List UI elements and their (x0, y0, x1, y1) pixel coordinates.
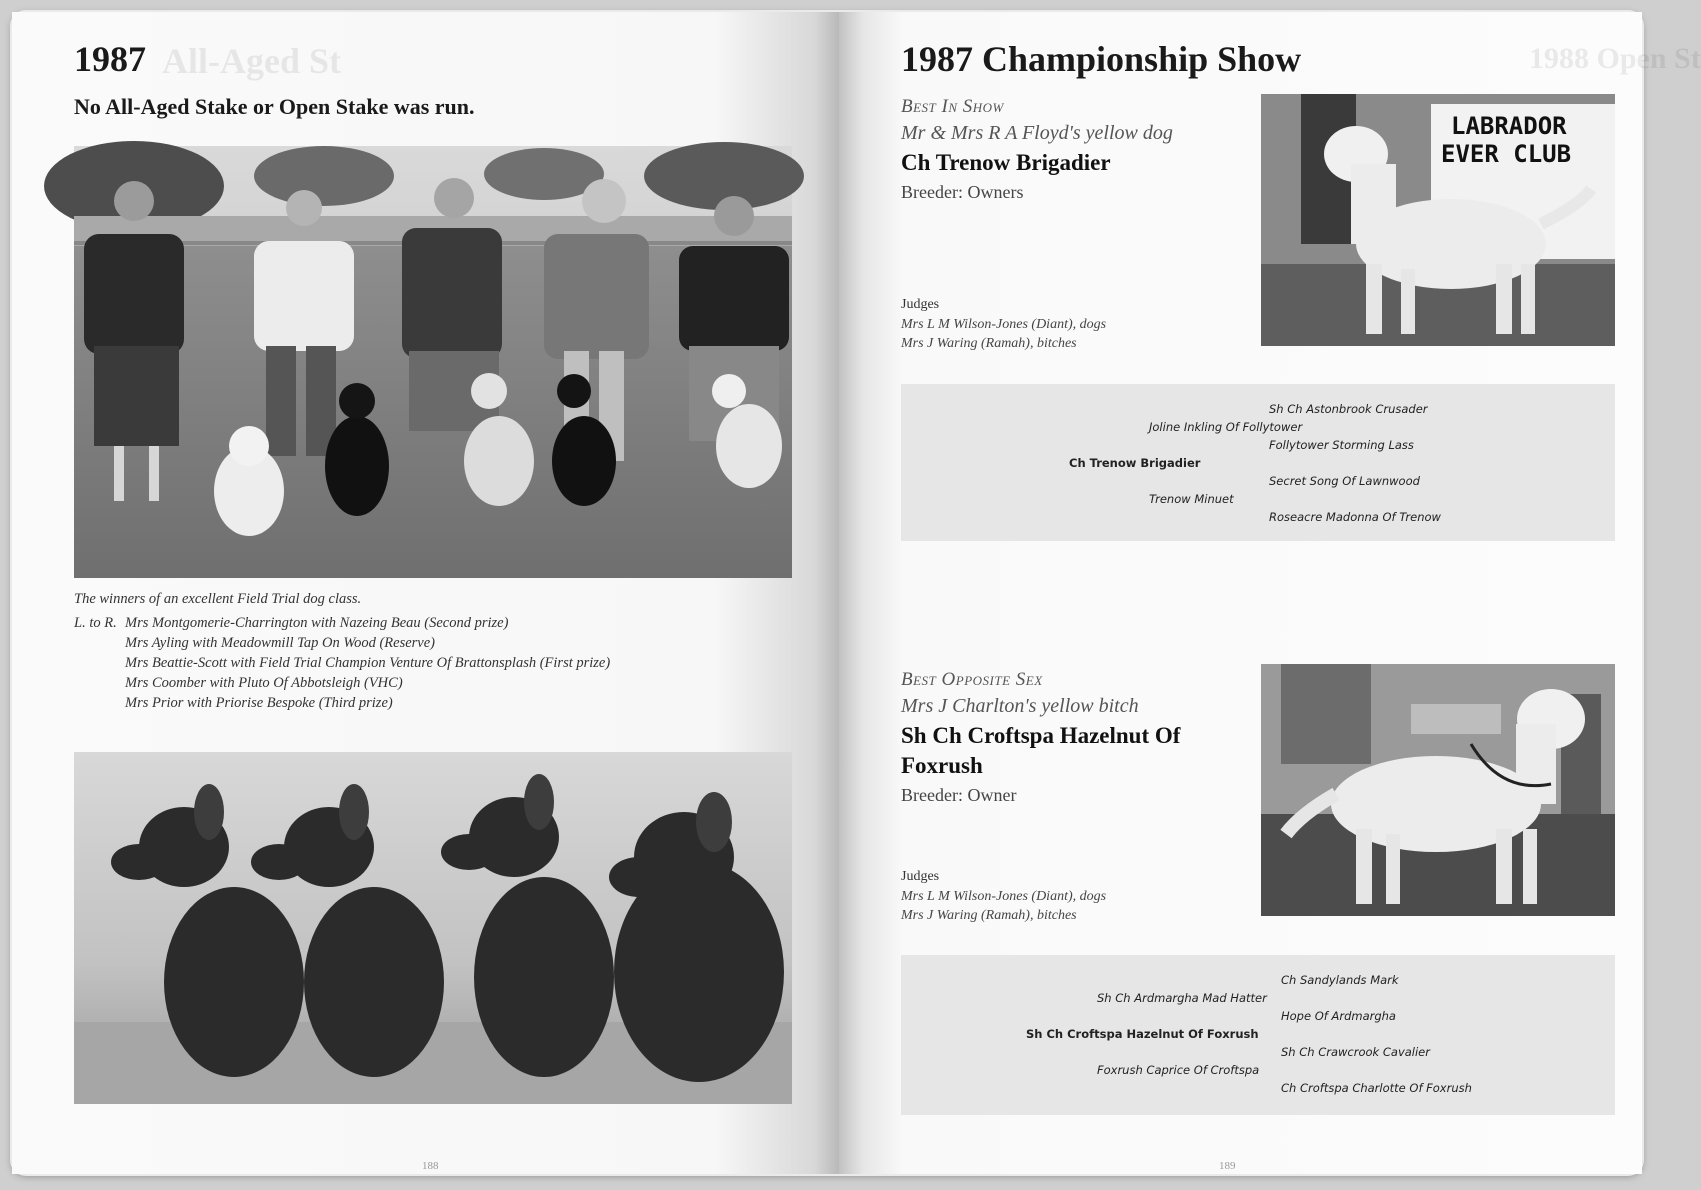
owner-line: Mrs J Charlton's yellow bitch (901, 695, 1139, 717)
bleed-through-title: All-Aged St (162, 41, 341, 81)
pedigree-sire: Sh Ch Ardmargha Mad Hatter (1097, 991, 1267, 1005)
dog-name-line2: Foxrush (901, 753, 983, 778)
caption-line: Mrs Ayling with Meadowmill Tap On Wood (Reserve) (125, 635, 435, 651)
best-in-show-photo (1261, 94, 1615, 346)
owner-line: Mr & Mrs R A Floyd's yellow dog (901, 122, 1173, 144)
pedigree-sire-sire: Ch Sandylands Mark (1281, 973, 1399, 987)
page-year: 1987 (74, 39, 146, 79)
four-labradors-image (74, 752, 792, 1104)
best-opposite-sex-photo (1261, 664, 1615, 916)
judge-line: Mrs L M Wilson-Jones (Diant), dogs (901, 889, 1107, 904)
right-page (839, 12, 1701, 1174)
pedigree-dam-dam: Roseacre Madonna Of Trenow (1269, 510, 1441, 524)
field-trial-winners-image (74, 146, 792, 578)
bleed-through-title: 1988 Open St (1529, 42, 1701, 75)
left-page (12, 12, 839, 1174)
best-in-show-image (1261, 94, 1615, 346)
sign-text-line2: EVER CLUB (1441, 140, 1572, 168)
pedigree-dam: Foxrush Caprice Of Croftspa (1097, 1063, 1260, 1077)
field-trial-winners-photo (74, 146, 792, 578)
caption-title: The winners of an excellent Field Trial dog class. (74, 591, 362, 607)
judges-title: Judges (901, 869, 940, 884)
sign-text-line1: LABRADOR (1451, 112, 1567, 140)
pedigree-dam-dam: Ch Croftspa Charlotte Of Foxrush (1281, 1081, 1472, 1095)
pedigree-subject: Sh Ch Croftspa Hazelnut Of Foxrush (1026, 1027, 1259, 1041)
caption-line: Mrs Beattie-Scott with Field Trial Champion Venture Of Brattonsplash (First prize) (125, 655, 611, 671)
dog-name: Ch Trenow Brigadier (901, 150, 1111, 175)
page-title: 1987 Championship Show (901, 39, 1302, 79)
pedigree-dam: Trenow Minuet (1149, 492, 1234, 506)
pedigree-chart-best-in-show (901, 384, 1615, 541)
subheading: No All-Aged Stake or Open Stake was run. (74, 94, 475, 119)
caption-line: Mrs Prior with Priorise Bespoke (Third prize) (125, 695, 393, 711)
caption-prefix: L. to R. (74, 615, 117, 631)
award-label: Best Opposite Sex (901, 669, 1043, 690)
best-opposite-sex-image (1261, 664, 1615, 916)
dog-name-line1: Sh Ch Croftspa Hazelnut Of (901, 723, 1181, 748)
page-number: 189 (1219, 1160, 1236, 1172)
pedigree-dam-sire: Secret Song Of Lawnwood (1269, 474, 1420, 488)
pedigree-dam-sire: Sh Ch Crawcrook Cavalier (1281, 1045, 1430, 1059)
judge-line: Mrs J Waring (Ramah), bitches (901, 908, 1077, 923)
judge-line: Mrs J Waring (Ramah), bitches (901, 336, 1077, 351)
pedigree-sire-dam: Hope Of Ardmargha (1281, 1009, 1396, 1023)
judges-title: Judges (901, 297, 940, 312)
breeder-line: Breeder: Owner (901, 785, 1017, 805)
book-spread (12, 12, 1701, 1174)
caption-line: Mrs Coomber with Pluto Of Abbotsleigh (VHC) (125, 675, 403, 691)
page-number: 188 (422, 1160, 439, 1172)
breeder-line: Breeder: Owners (901, 182, 1024, 202)
pedigree-subject: Ch Trenow Brigadier (1069, 456, 1201, 470)
pedigree-sire-dam: Follytower Storming Lass (1269, 438, 1414, 452)
judge-line: Mrs L M Wilson-Jones (Diant), dogs (901, 317, 1107, 332)
pedigree-sire-sire: Sh Ch Astonbrook Crusader (1269, 402, 1428, 416)
pedigree-sire: Joline Inkling Of Follytower (1149, 420, 1303, 434)
caption-line: Mrs Montgomerie-Charrington with Nazeing Beau (Second prize) (125, 615, 509, 631)
four-labradors-photo (74, 752, 792, 1104)
pedigree-chart-best-opposite-sex (901, 955, 1615, 1115)
award-label: Best In Show (901, 96, 1004, 117)
